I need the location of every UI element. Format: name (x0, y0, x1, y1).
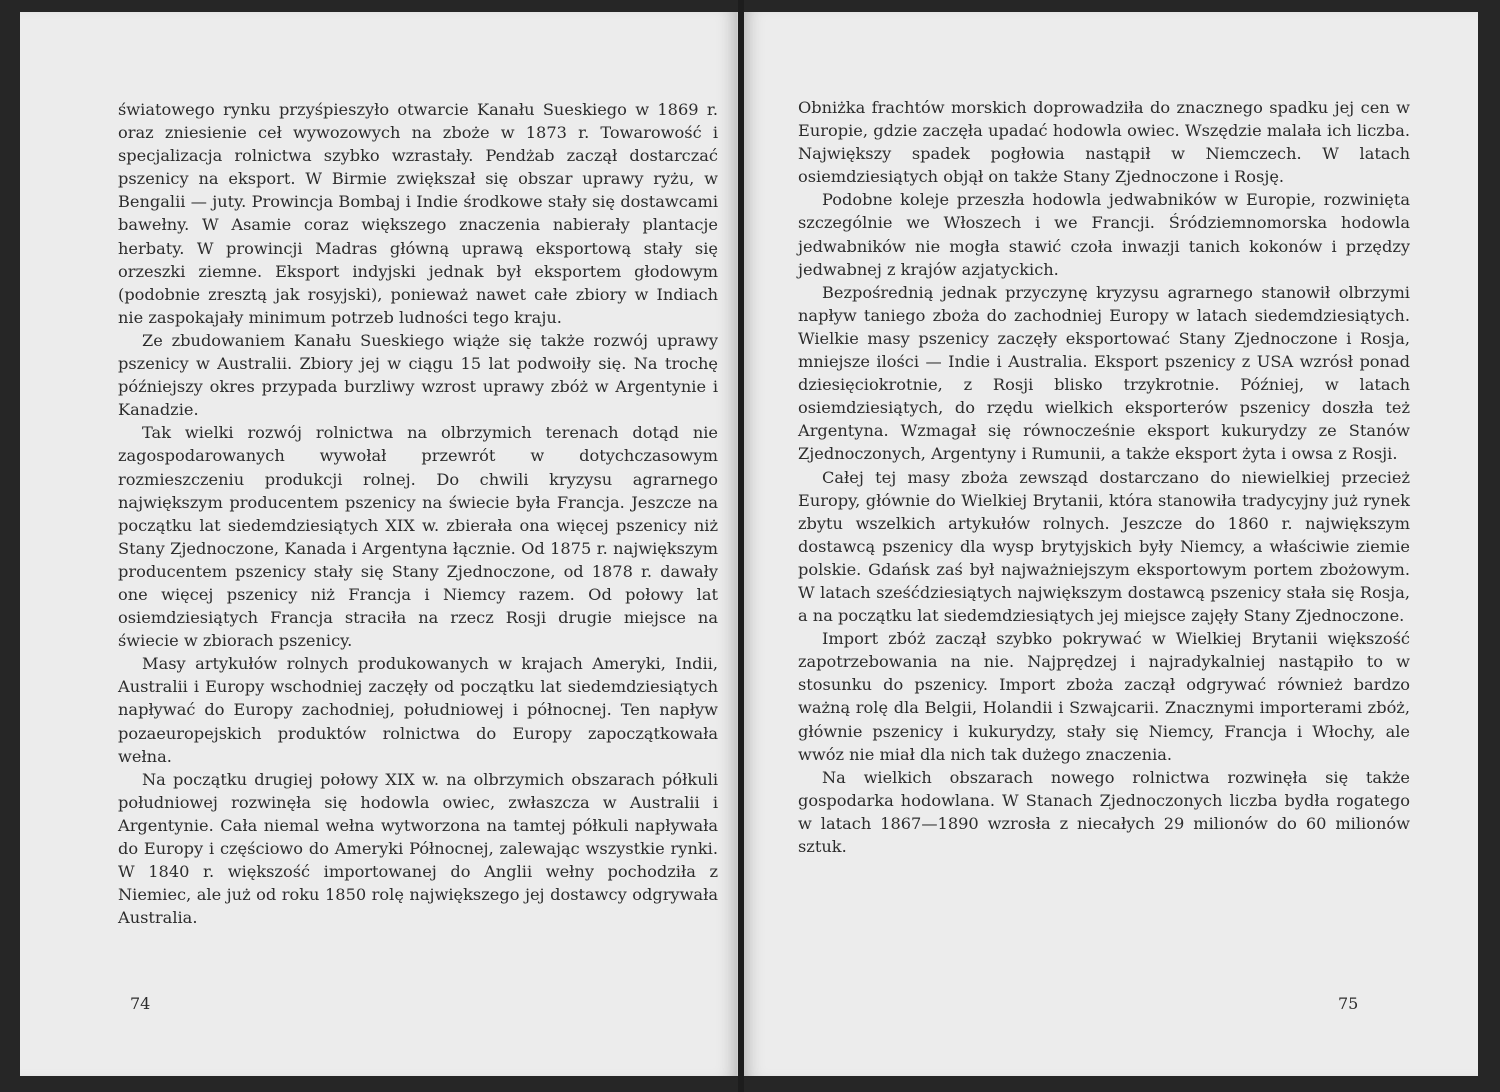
paragraph: Masy artykułów rolnych produkowanych w krajach Ameryki, Indii, Australii i Europy wschodniej zaczęły od początku lat siedemdziesiątych napływać do Europy zachodniej, południowej i północnej. Ten napływ pozaeuropejskich produktów rolnictwa do Europy zapoczątkowała wełna. (118, 654, 718, 766)
paragraph: Podobne koleje przeszła hodowla jedwabników w Europie, rozwinięta szczególnie we Włoszech i we Francji. Śródziemnomorska hodowla jedwabników nie mogła stawić czoła inwazji tanich kokonów i przędzy jedwabnej z krajów azjatyckich. (798, 190, 1410, 279)
paragraph: Import zbóż zaczął szybko pokrywać w Wielkiej Brytanii większość zapotrzebowania na nie. Najprędzej i najradykalniej nastąpiło to w stosunku do pszenicy. Import zboża zaczął odgrywać również bardzo ważną rolę dla Belgii, Holandii i Szwajcarii. Znacznymi importerami zbóż, głównie pszenicy i kukurydzy, stały się Niemcy, Francja i Włochy, ale wwóz nie miał dla nich tak dużego znaczenia. (798, 629, 1410, 764)
right-page (744, 12, 1478, 1076)
page-number-right: 75 (1338, 994, 1359, 1013)
paragraph: Bezpośrednią jednak przyczynę kryzysu agrarnego stanowił olbrzymi napływ taniego zboża do zachodniej Europy w latach siedemdziesiątych. Wielkie masy pszenicy zaczęły eksportować Stany Zjednoczone i Rosja, mniejsze ilości — Indie i Australia. Eksport pszenicy z USA wzrósł ponad dziesięciokrotnie, z Rosji blisko trzykrotnie. Później, w latach osiemdziesiątych, do rzędu wielkich eksporterów pszenicy doszła też Argentyna. Wzmagał się równocześnie eksport kukurydzy ze Stanów Zjednoczonych, Argentyny i Rumunii, a także eksport żyta i owsa z Rosji. (798, 282, 1410, 464)
paragraph: światowego rynku przyśpieszyło otwarcie Kanału Sueskiego w 1869 r. oraz zniesienie ceł wywozowych na zboże w 1873 r. Towarowość i specjalizacja rolnictwa szybko wzrastały. Pendżab zaczął dostarczać pszenicy na eksport. W Birmie zwiększał się obszar uprawy ryżu, w Bengalii — juty. Prowincja Bombaj i Indie środkowe stały się dostawcami bawełny. W Asamie coraz większego znaczenia nabierały plantacje herbaty. W prowincji Madras główną uprawą eksportową stały się orzeszki ziemne. Eksport indyjski jednak był eksportem głodowym (podobnie zresztą jak rosyjski), ponieważ nawet całe zbiory w Indiach nie zaspokajały minimum potrzeb ludności tego kraju. (118, 100, 718, 327)
left-page (20, 12, 738, 1076)
paragraph: Obniżka frachtów morskich doprowadziła do znacznego spadku jej cen w Europie, gdzie zaczęła upadać hodowla owiec. Wszędzie malała ich liczba. Największy spadek pogłowia nastąpił w Niemczech. W latach osiemdziesiątych objął on także Stany Zjednoczone i Rosję. (798, 98, 1410, 187)
paragraph: Na początku drugiej połowy XIX w. na olbrzymich obszarach półkuli południowej rozwinęła się hodowla owiec, zwłaszcza w Australii i Argentynie. Cała niemal wełna wytworzona na tamtej półkuli napływała do Europy i częściowo do Ameryki Północnej, zalewając wszystkie rynki. W 1840 r. większość importowanej do Anglii wełny pochodziła z Niemiec, ale już od roku 1850 rolę największego jej dostawcy odgrywała Australia. (118, 769, 718, 928)
left-page-text (118, 98, 718, 929)
paragraph: Tak wielki rozwój rolnictwa na olbrzymich terenach dotąd nie zagospodarowanych wywołał przewrót w dotychczasowym rozmieszczeniu produkcji rolnej. Do chwili kryzysu agrarnego największym producentem pszenicy na świecie była Francja. Jeszcze na początku lat siedemdziesiątych XIX w. zbierała ona więcej pszenicy niż Stany Zjednoczone, Kanada i Argentyna łącznie. Od 1875 r. największym producentem pszenicy stały się Stany Zjednoczone, od 1878 r. dawały one więcej pszenicy niż Francja i Niemcy razem. Od połowy lat osiemdziesiątych Francja straciła na rzecz Rosji drugie miejsce na świecie w zbiorach pszenicy. (118, 423, 718, 651)
paragraph: Ze zbudowaniem Kanału Sueskiego wiąże się także rozwój uprawy pszenicy w Australii. Zbiory jej w ciągu 15 lat podwoiły się. Na trochę późniejszy okres przypada burzliwy wzrost uprawy zbóż w Argentynie i Kanadzie. (118, 330, 718, 420)
page-number-left: 74 (130, 994, 151, 1013)
paragraph: Na wielkich obszarach nowego rolnictwa rozwinęła się także gospodarka hodowlana. W Stanach Zjednoczonych liczba bydła rogatego w latach 1867—1890 wzrosła z niecałych 29 milionów do 60 milionów sztuk. (798, 767, 1410, 856)
paragraph: Całej tej masy zboża zewsząd dostarczano do niewielkiej przecież Europy, głównie do Wielkiej Brytanii, która stanowiła tradycyjny już rynek zbytu wszelkich artykułów rolnych. Jeszcze do 1860 r. największym dostawcą pszenicy dla wysp brytyjskich były Niemcy, a właściwie ziemie polskie. Gdańsk zaś był najważniejszym eksportowym portem zbożowym. W latach sześćdziesiątych największym dostawcą pszenicy stała się Rosja, a na początku lat siedemdziesiątych jej miejsce zajęły Stany Zjednoczone. (798, 467, 1410, 626)
right-page-text (798, 96, 1410, 858)
